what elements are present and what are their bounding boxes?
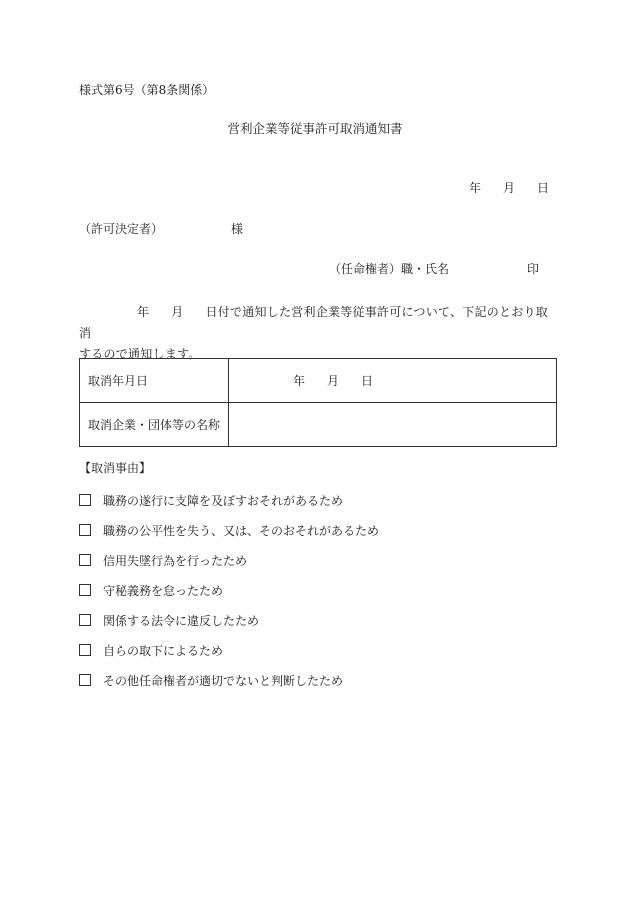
reason-label: その他任命権者が適切でないと判断したため — [103, 674, 344, 688]
table-row-revocation-date — [80, 359, 557, 403]
reason-label: 守秘義務を怠ったため — [103, 584, 224, 598]
addressee-label: （許可決定者） — [79, 222, 164, 236]
reason-item — [79, 644, 223, 657]
date-day: 日 — [537, 181, 550, 195]
reason-item — [79, 674, 343, 687]
body-line1: 日付で通知した営利企業等従事許可について、下記のとおり取消 — [79, 305, 549, 340]
checkbox-icon[interactable] — [79, 494, 91, 506]
reason-item — [79, 554, 247, 567]
reason-label: 職務の遂行に支障を及ぼすおそれがあるため — [103, 494, 344, 508]
body-month: 月 — [171, 305, 184, 319]
reasons-heading: 【取消事由】 — [79, 461, 152, 475]
seal-mark: 印 — [527, 262, 540, 276]
checkbox-icon[interactable] — [79, 644, 91, 656]
reason-label: 信用失墜行為を行ったため — [103, 554, 248, 568]
revocation-date-year: 年 — [293, 374, 306, 388]
checkbox-icon[interactable] — [79, 674, 91, 686]
checkbox-icon[interactable] — [79, 524, 91, 536]
reason-label: 自らの取下によるため — [103, 644, 224, 658]
reason-label: 職務の公平性を失う、又は、そのおそれがあるため — [103, 524, 380, 538]
issue-date — [469, 182, 549, 194]
issuer — [329, 262, 540, 276]
addressee — [79, 222, 244, 236]
organization-name-value — [229, 403, 557, 447]
revocation-date-label: 取消年月日 — [80, 359, 229, 403]
revocation-info-table — [79, 358, 557, 447]
checkbox-icon[interactable] — [79, 554, 91, 566]
reason-item — [79, 494, 343, 507]
form-number: 様式第6号（第8条関係） — [79, 83, 215, 97]
organization-name-label: 取消企業・団体等の名称 — [80, 403, 229, 447]
checkbox-icon[interactable] — [79, 584, 91, 596]
checkbox-icon[interactable] — [79, 614, 91, 626]
revocation-date-value — [229, 359, 557, 403]
addressee-suffix: 様 — [231, 222, 244, 236]
issuer-label: （任命権者）職・氏名 — [329, 262, 450, 276]
revocation-date-day: 日 — [361, 374, 374, 388]
date-month: 月 — [503, 181, 516, 195]
table-row-organization — [80, 403, 557, 447]
revocation-date-month: 月 — [327, 374, 340, 388]
notice-body — [79, 302, 557, 365]
reason-label: 関係する法令に違反したため — [103, 614, 260, 628]
reason-item — [79, 614, 259, 627]
reason-item — [79, 584, 223, 597]
body-line2: するので通知します。 — [79, 347, 201, 361]
date-year: 年 — [469, 181, 482, 195]
reason-item — [79, 524, 379, 537]
body-year: 年 — [137, 305, 150, 319]
document-title: 営利企業等従事許可取消通知書 — [227, 121, 403, 136]
